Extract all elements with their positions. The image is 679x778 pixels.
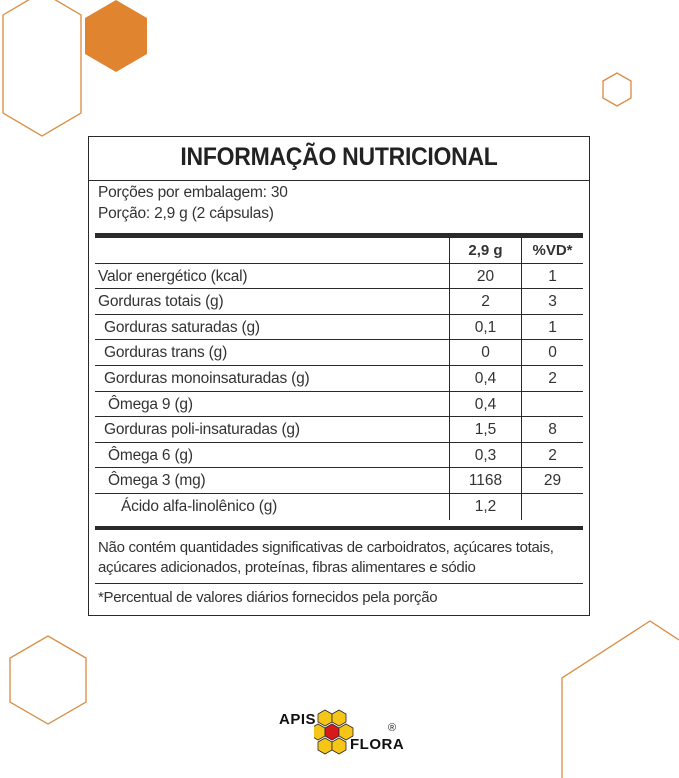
nutrient-name: Valor energético (kcal) (98, 267, 248, 285)
hexagon-outline-bottom-right (562, 621, 679, 778)
panel-title: INFORMAÇÃO NUTRICIONAL (180, 143, 498, 171)
nutrient-amount: 1168 (449, 468, 521, 493)
nutrient-daily-value: 8 (521, 417, 583, 442)
header-amount: 2,9 g (449, 238, 521, 263)
nutrient-daily-value: 0 (521, 340, 583, 365)
nutrient-name: Gorduras monoinsaturadas (g) (104, 369, 310, 387)
hexagon-outline-bottom-left (10, 636, 86, 724)
nutrient-daily-value: 2 (521, 366, 583, 391)
table-row (95, 289, 583, 315)
nutrient-daily-value: 1 (521, 315, 583, 340)
nutrient-amount: 20 (449, 264, 521, 289)
nutrient-name: Gorduras poli-insaturadas (g) (104, 421, 300, 439)
table-row (95, 392, 583, 418)
title-divider (89, 180, 589, 181)
table-row (95, 417, 583, 443)
table-row (95, 264, 583, 290)
logo-word-apis: APIS (279, 711, 317, 728)
servings-per-package: Porções por embalagem: 30 (98, 184, 288, 201)
header-daily-value: %VD* (521, 238, 583, 263)
nutrient-daily-value: 1 (521, 264, 583, 289)
nutrient-daily-value (521, 494, 583, 520)
nutrient-name: Gorduras totais (g) (98, 293, 224, 311)
nutrient-amount: 1,2 (449, 494, 521, 520)
hexagon-outline-large-top-left (3, 0, 81, 136)
nutrient-daily-value: 3 (521, 289, 583, 314)
nutrient-name: Gorduras trans (g) (104, 344, 228, 362)
nutrient-daily-value: 29 (521, 468, 583, 493)
nutrient-amount: 0 (449, 340, 521, 365)
nutrient-daily-value (521, 392, 583, 417)
table-row (95, 315, 583, 341)
table-row (95, 494, 583, 520)
apis-flora-logo (274, 706, 409, 756)
nutrient-amount: 1,5 (449, 417, 521, 442)
nutrient-name: Ômega 6 (g) (108, 446, 193, 464)
nutrition-facts-panel (88, 136, 590, 616)
nutrient-amount: 0,4 (449, 366, 521, 391)
not-significant-note: Não contém quantidades significativas de carboidratos, açúcares totais, açúcares adicionados, proteínas, fibras alimentares e sódio (98, 539, 554, 576)
table-row (95, 366, 583, 392)
header-blank-cell (95, 238, 449, 263)
nutrient-name: Ácido alfa-linolênico (g) (121, 497, 278, 515)
hexagon-outline-small-top-right (603, 73, 631, 106)
hexagon-filled-orange (85, 0, 147, 72)
serving-size: Porção: 2,9 g (2 cápsulas) (98, 205, 274, 222)
table-row (95, 340, 583, 366)
nutrient-amount: 0,3 (449, 443, 521, 468)
nutrient-name: Ômega 3 (mg) (108, 472, 206, 490)
nutrient-amount: 0,4 (449, 392, 521, 417)
registered-mark: ® (388, 722, 397, 734)
table-header-row (95, 238, 583, 264)
nutrient-amount: 0,1 (449, 315, 521, 340)
nutrient-name: Ômega 9 (g) (108, 395, 193, 413)
nutrient-amount: 2 (449, 289, 521, 314)
note-divider (95, 583, 583, 584)
logo-word-flora: FLORA (350, 736, 405, 753)
nutrient-name: Gorduras saturadas (g) (104, 318, 260, 336)
daily-value-footnote: *Percentual de valores diários fornecidos pela porção (98, 589, 438, 606)
table-row (95, 443, 583, 469)
nutrient-daily-value: 2 (521, 443, 583, 468)
nutrition-table (95, 238, 583, 520)
table-row (95, 468, 583, 494)
thick-divider-bottom (95, 526, 583, 530)
